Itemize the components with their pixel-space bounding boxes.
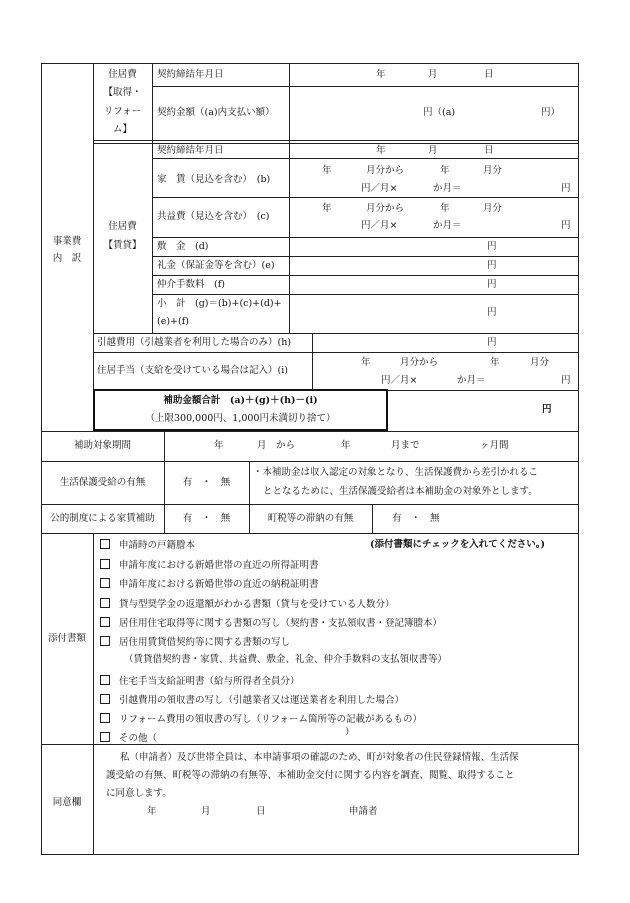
allowance-period-year-to[interactable]: 年 [490, 357, 500, 368]
welfare-choice[interactable]: 有 ・ 無 [182, 477, 231, 488]
rent-months-eq[interactable]: か月＝ [433, 183, 462, 194]
attachment-item-label: リフォーム費用の領収書の写し（リフォーム箇所等の記載があるもの） [119, 714, 423, 725]
consent-day[interactable]: 日 [256, 806, 266, 817]
purchase-date-year[interactable]: 年 [376, 69, 386, 80]
attachment-item-label: 申請年度における新婚世帯の直近の納税証明書 [119, 579, 319, 590]
rent-period-year-from[interactable]: 年 [322, 165, 332, 176]
checkbox-icon[interactable] [100, 578, 110, 588]
attachment-item-label: その他（ [119, 733, 158, 744]
checkbox-icon[interactable] [100, 713, 110, 723]
rent-period-month-to[interactable]: 月分 [483, 165, 503, 176]
total-yen[interactable]: 円 [542, 404, 552, 415]
common-months-eq[interactable]: か月＝ [433, 220, 462, 231]
period-year-to[interactable]: 年 [341, 440, 351, 451]
consent-label: 同意欄 [52, 797, 82, 808]
housing-purchase-label: ム】 [112, 124, 132, 135]
rent-period-year-to[interactable]: 年 [440, 165, 450, 176]
welfare-note-cont: ととなるために、生活保護受給者は本補助金の対象外とします。 [263, 486, 538, 497]
key-money-yen[interactable]: 円 [487, 260, 497, 271]
common-yen: 円 [561, 220, 571, 231]
consent-text-end: に同意します。 [106, 788, 172, 799]
deposit-label: 敷 金 (d) [157, 241, 209, 252]
attachment-item[interactable] [100, 636, 290, 649]
moving-cost-yen[interactable]: 円 [487, 337, 497, 348]
total-limit-note: （上限300,000円、1,000円未満切り捨て） [145, 413, 336, 424]
consent-applicant-label: 申請者 [349, 806, 378, 817]
rent-per-month[interactable]: 円／月× [361, 183, 398, 194]
subtotal-label: 小 計 (g)＝(b)+(c)+(d)+ [157, 298, 282, 309]
subtotal-yen[interactable]: 円 [487, 307, 497, 318]
allowance-period-year-from[interactable]: 年 [361, 357, 371, 368]
attachment-item[interactable] [100, 694, 404, 707]
consent-text-cont: 護受給の有無、町税等の滞納の有無等、本補助金交付に関する内容を調査、閲覧、取得すること [106, 770, 515, 781]
attachment-item-sub: （賃貸借契約書・家賃、共益費、敷金、礼金、仲介手数料の支払領収書等） [124, 654, 448, 665]
checkbox-icon[interactable] [100, 539, 110, 549]
moving-cost-label: 引越費用（引越業者を利用した場合のみ）(h) [97, 337, 292, 348]
attachment-item[interactable] [100, 578, 319, 591]
purchase-amount-yen[interactable]: 円（(a) [423, 107, 456, 118]
brokerage-yen[interactable]: 円 [487, 279, 497, 290]
rent-period-month-from[interactable]: 月分から [366, 165, 405, 176]
purchase-amount-yen-close: 円） [541, 107, 561, 118]
checkbox-icon[interactable] [100, 617, 110, 627]
housing-purchase-label: 住居費 [108, 69, 137, 80]
attachment-item-label: 住宅手当支給証明書（給与所得者全員分） [119, 676, 300, 687]
rent-date-day[interactable]: 日 [484, 145, 494, 156]
attachment-item[interactable] [100, 559, 319, 572]
allowance-per-month[interactable]: 円／月× [381, 375, 418, 386]
allowance-yen: 円 [561, 375, 571, 386]
attachments-label: 添付書類 [47, 633, 86, 644]
subtotal-label-cont: (e)+(f) [157, 316, 189, 327]
housing-purchase-label: リフォー [103, 106, 142, 117]
attachment-item[interactable] [100, 713, 422, 726]
checkbox-icon[interactable] [100, 675, 110, 685]
purchase-contract-amount-label: 契約金額（(a)内支払い額） [157, 107, 275, 118]
consent-year[interactable]: 年 [147, 806, 157, 817]
purchase-date-day[interactable]: 日 [484, 69, 494, 80]
rent-label: 家 賃（見込を含む） (b) [157, 174, 271, 185]
attachment-item-label: 居住用住宅取得等に関する書類の写し（契約書・支払領収書・登記簿謄本） [119, 618, 443, 629]
checkbox-icon[interactable] [100, 694, 110, 704]
consent-text: 私（申請者）及び世帯全員は、本申請事項の確認のため、町が対象者の住民登録情報、生活保 [120, 752, 519, 763]
allowance-period-month-from[interactable]: 月分から [400, 357, 439, 368]
housing-purchase-label: 【取得・ [103, 87, 142, 98]
attachment-item[interactable] [100, 617, 442, 630]
checkbox-icon[interactable] [100, 598, 110, 608]
checkbox-icon[interactable] [100, 732, 110, 742]
tax-arrears-choice[interactable]: 有 ・ 無 [392, 513, 440, 524]
checkbox-icon[interactable] [100, 559, 110, 569]
period-year-from[interactable]: 年 [214, 440, 224, 451]
purchase-date-month[interactable]: 月 [428, 69, 438, 80]
period-months[interactable]: ヶ月間 [480, 440, 509, 451]
attachment-item[interactable] [100, 732, 157, 745]
common-period-year-from[interactable]: 年 [322, 203, 332, 214]
attachment-item-label: 居住用賃貸借契約等に関する書類の写し [119, 637, 291, 648]
attachment-item-label: 貸与型奨学金の返還額がわかる書類（貸与を受けている人数分） [119, 599, 395, 610]
public-rent-label: 公的制度による家賃補助 [50, 513, 155, 524]
attachment-other-close: ） [345, 727, 355, 738]
housing-rent-label: 住居費 [108, 221, 137, 232]
housing-rent-label: 【賃貸】 [103, 240, 142, 251]
total-label: 補助金額合計 (a)＋(g)＋(h)－(i) [163, 395, 318, 406]
deposit-yen[interactable]: 円 [487, 241, 497, 252]
common-period-year-to[interactable]: 年 [440, 203, 450, 214]
public-rent-choice[interactable]: 有 ・ 無 [182, 513, 231, 524]
section-label-business-expense: 事業費 [52, 236, 82, 247]
rent-date-year[interactable]: 年 [376, 145, 386, 156]
common-period-month-from[interactable]: 月分から [366, 203, 405, 214]
attachment-item-label: 申請時の戸籍謄本 [119, 540, 196, 551]
welfare-label: 生活保護受給の有無 [59, 477, 146, 488]
period-month-from[interactable]: 月 から [257, 440, 296, 451]
attachment-item-label: 引越費用の領収書の写し（引越業者又は運送業者を利用した場合） [119, 695, 405, 706]
purchase-contract-date-label: 契約締結年月日 [157, 69, 224, 80]
checkbox-icon[interactable] [100, 636, 110, 646]
attachment-item[interactable] [100, 539, 195, 552]
attachment-item-label: 申請年度における新婚世帯の直近の所得証明書 [119, 560, 319, 571]
brokerage-label: 仲介手数料 (f) [157, 279, 225, 290]
attachment-item[interactable] [100, 598, 395, 611]
common-period-month-to[interactable]: 月分 [483, 203, 503, 214]
rent-date-month[interactable]: 月 [428, 145, 438, 156]
attachment-item[interactable] [100, 675, 300, 688]
welfare-note: ・本補助金は収入認定の対象となり、生活保護費から差引かれるこ [253, 467, 539, 478]
period-month-to[interactable]: 月まで [391, 440, 420, 451]
attachments-instruction: (添付書類にチェックを入れてください。) [370, 539, 545, 550]
section-label-breakdown: 内 訳 [52, 253, 82, 264]
common-fee-label: 共益費（見込を含む） (c) [157, 211, 270, 222]
rent-yen: 円 [561, 183, 571, 194]
tax-arrears-label: 町税等の滞納の有無 [267, 513, 354, 524]
allowance-months-eq[interactable]: か月＝ [457, 375, 486, 386]
common-per-month[interactable]: 円／月× [361, 220, 398, 231]
rent-contract-date-label: 契約締結年月日 [157, 145, 224, 156]
period-label: 補助対象期間 [73, 440, 131, 451]
consent-month[interactable]: 月 [201, 806, 211, 817]
key-money-label: 礼金（保証金等を含む）(e) [157, 260, 275, 271]
allowance-label: 住居手当（支給を受けている場合は記入）(i) [97, 365, 288, 376]
allowance-period-month-to[interactable]: 月分 [530, 357, 550, 368]
